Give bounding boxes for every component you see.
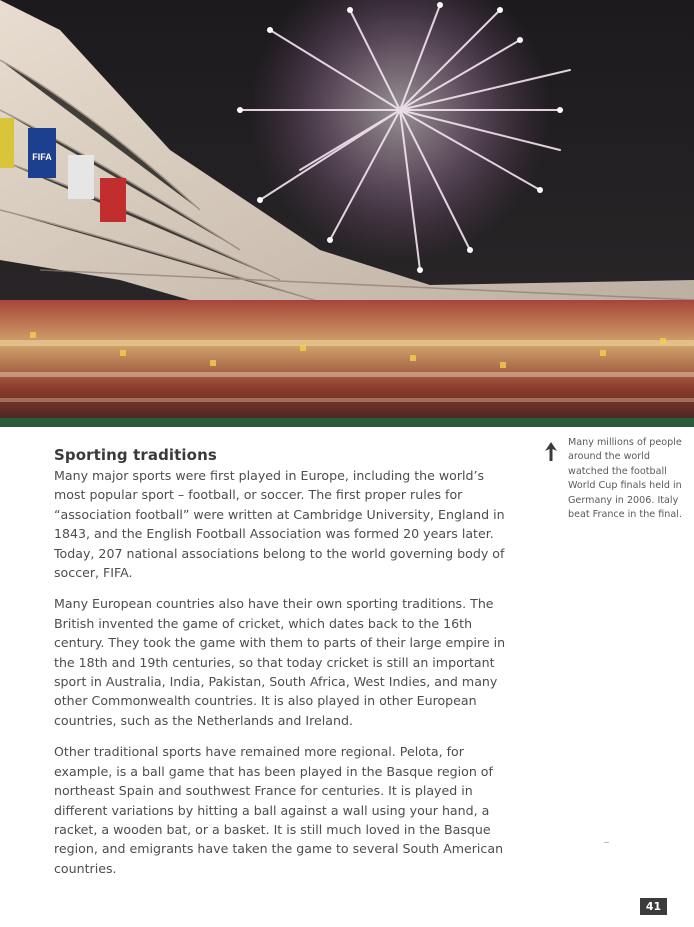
- article-body: [54, 466, 518, 890]
- print-mark: [604, 842, 609, 843]
- photo-caption: Many millions of people around the world watched the football World Cup finals held in Germany in 2006. Italy beat France in the final.: [568, 437, 682, 521]
- stadium-fireworks-photo: [0, 0, 694, 427]
- article-paragraph: Many European countries also have their own sporting traditions. The British invented the game of cricket, which dates back to the 16th century. They took the game with them to parts of their large empire in the 18th and 19th centuries, so that today cricket is still an important sport in Australia, India, Pakistan, South Africa, West Indies, and many other Commonwealth countries. It is also played in other European countries, such as the Netherlands and Ireland.: [54, 596, 506, 728]
- article-heading: Sporting traditions: [54, 446, 217, 464]
- crowd: [0, 300, 694, 427]
- stadium-illustration: [0, 0, 694, 427]
- article-paragraph: Other traditional sports have remained more regional. Pelota, for example, is a ball game that has been played in the Basque region of northeast Spain and southwest France for centuries. It is played in different variations by hitting a ball against a wall using your hand, a racket, a wooden bat, or a basket. It is still much loved in the Basque region, and emigrants have taken the game to several South American countries.: [54, 744, 504, 876]
- arrow-up-icon: [543, 440, 559, 462]
- article-paragraph: Many major sports were first played in Europe, including the world’s most popular sport – football, or soccer. The first proper rules for “association football” were written at Cambridge University, England in 1843, and the English Football Association was formed 20 years later. Today, 207 national associations belong to the world governing body of soccer, FIFA.: [54, 468, 505, 581]
- fifa-banner-text: FIFA: [32, 152, 52, 162]
- page-number: 41: [640, 898, 667, 915]
